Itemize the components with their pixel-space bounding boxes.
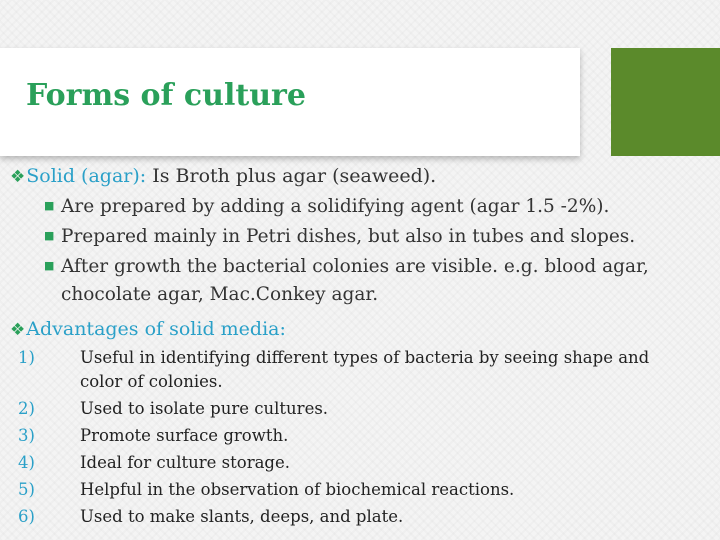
- solid-sub-item-text: After growth the bacterial colonies are visible. e.g. blood agar,: [61, 256, 649, 277]
- list-number: 5): [18, 480, 35, 499]
- solid-sub-item: [44, 196, 609, 217]
- solid-bullet-line: [10, 165, 436, 187]
- advantages-heading: Advantages of solid media:: [26, 318, 286, 340]
- square-bullet-icon: ■: [44, 259, 55, 272]
- list-number: 3): [18, 426, 35, 445]
- list-number: 1): [18, 348, 35, 367]
- advantages-heading-line: [10, 318, 286, 340]
- diamond-bullet-icon: ❖: [10, 320, 26, 340]
- solid-sub-item: [44, 226, 635, 247]
- solid-text: Is Broth plus agar (seaweed).: [146, 165, 437, 187]
- list-item: Promote surface growth.: [80, 426, 289, 445]
- list-item: Ideal for culture storage.: [80, 453, 291, 472]
- list-item: Used to make slants, deeps, and plate.: [80, 507, 404, 526]
- solid-sub-item-text: Prepared mainly in Petri dishes, but also in tubes and slopes.: [61, 226, 636, 247]
- solid-sub-item: [44, 256, 649, 277]
- diamond-bullet-icon: ❖: [10, 167, 26, 187]
- list-number: 6): [18, 507, 35, 526]
- solid-sub-item-text: Are prepared by adding a solidifying agent (agar 1.5 -2%).: [61, 196, 610, 217]
- solid-sub-item-continuation: chocolate agar, Mac.Conkey agar.: [61, 284, 379, 305]
- list-number: 4): [18, 453, 35, 472]
- slide-title: Forms of culture: [26, 78, 306, 113]
- square-bullet-icon: ■: [44, 229, 55, 242]
- list-item: Helpful in the observation of biochemical reactions.: [80, 480, 515, 499]
- list-number: 2): [18, 399, 35, 418]
- square-bullet-icon: ■: [44, 199, 55, 212]
- solid-lead: Solid (agar):: [26, 165, 147, 187]
- list-item-continuation: color of colonies.: [80, 372, 223, 391]
- list-item: Used to isolate pure cultures.: [80, 399, 329, 418]
- list-item: Useful in identifying different types of bacteria by seeing shape and: [80, 348, 650, 367]
